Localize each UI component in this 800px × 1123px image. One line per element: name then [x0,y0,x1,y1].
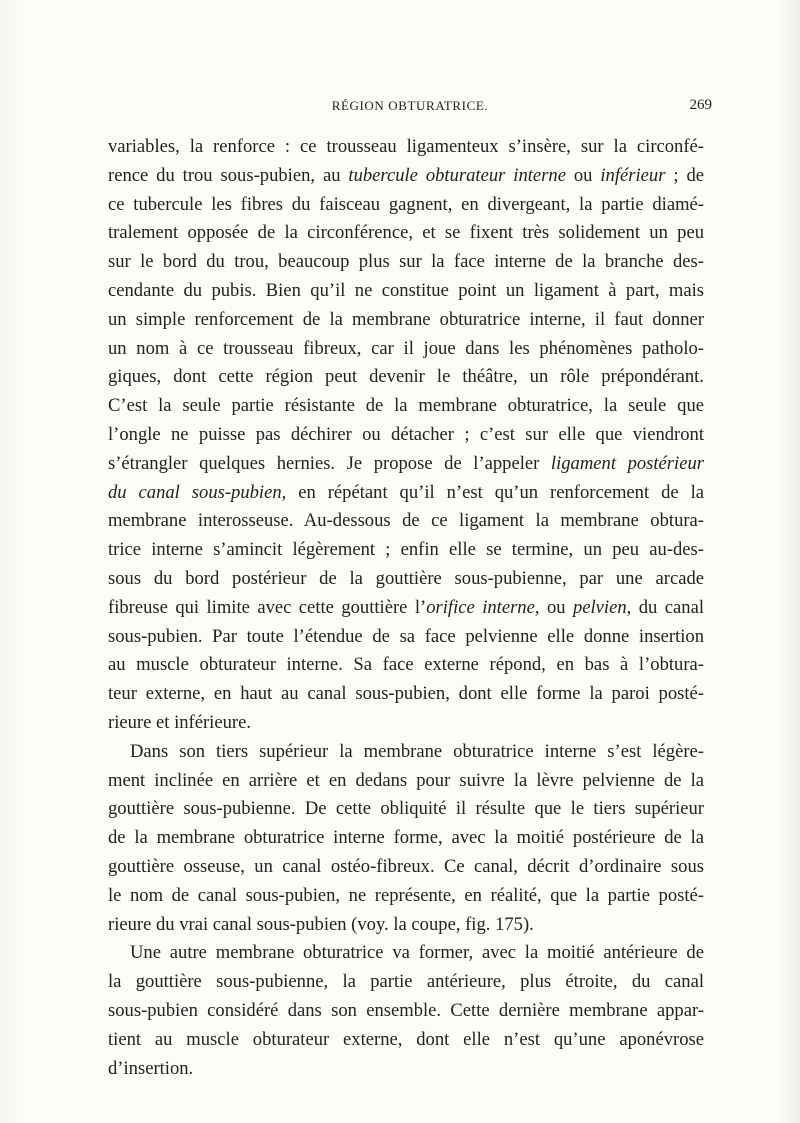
text-line [108,363,704,392]
text-line [108,565,704,594]
text-segment: l’ongle ne puisse pas déchirer ou détacher ; c’est sur elle que viendront [108,423,704,445]
italic-term: ligament postérieur [550,452,704,474]
text-line [108,306,704,335]
text-line [108,767,704,796]
text-line [108,536,704,565]
body-text [108,133,704,1083]
text-line [108,795,704,824]
text-segment: tralement opposée de la circonférence, et se fixent très solidement un peu [108,222,704,244]
text-segment: ment inclinée en arrière et en dedans pour suivre la lèvre pelvienne de la [108,769,704,791]
text-line [108,133,704,162]
text-line [108,1055,704,1084]
text-segment: sur le bord du trou, beaucoup plus sur la face interne de la branche des- [108,251,704,273]
text-segment: , du canal [626,596,704,618]
text-segment: fibreuse qui limite avec cette gouttière l’ [108,596,427,618]
text-line [108,939,704,968]
text-line [108,421,704,450]
text-segment: trice interne s’amincit légèrement ; enfin elle se termine, un peu au-des- [108,539,704,561]
text-segment: Une autre membrane obturatrice va former, avec la moitié antérieure de [130,942,704,964]
text-line [108,219,704,248]
text-line [108,162,704,191]
text-segment: ou [565,164,601,186]
italic-term: orifice interne [426,596,535,618]
text-segment: tient au muscle obturateur externe, dont elle n’est qu’une aponévrose [108,1028,704,1050]
text-line [108,738,704,767]
text-segment: ce tubercule les fibres du faisceau gagnent, en divergeant, la partie diamé- [108,193,704,215]
text-segment: giques, dont cette région peut devenir le théâtre, un rôle prépondérant. [108,366,704,388]
text-line [108,911,704,940]
text-segment: sous-pubien. Par toute l’étendue de sa face pelvienne elle donne insertion [108,625,704,647]
italic-term: du canal sous-pubien [108,481,282,503]
text-segment: de la membrane obturatrice interne forme, avec la moitié postérieure de la [108,827,704,849]
text-line [108,392,704,421]
text-segment: gouttière osseuse, un canal ostéo-fibreux. Ce canal, décrit d’ordinaire sous [108,855,704,877]
text-line [108,248,704,277]
text-segment: teur externe, en haut au canal sous-pubien, dont elle forme la paroi posté- [108,683,704,705]
italic-term: inférieur [600,164,666,186]
text-segment: d’insertion. [108,1057,194,1079]
text-segment: sous du bord postérieur de la gouttière sous-pubienne, par une arcade [108,567,704,589]
text-line [108,479,704,508]
text-line [108,709,704,738]
text-segment: au muscle obturateur interne. Sa face externe répond, en bas à l’obtura- [108,654,704,676]
text-segment: rence du trou sous-pubien, au [108,164,349,186]
text-segment: sous-pubien considéré dans son ensemble. Cette dernière membrane appar- [108,999,704,1021]
text-line [108,882,704,911]
italic-term: pelvien [572,596,627,618]
text-segment: gouttière sous-pubienne. De cette obliquité il résulte que le tiers supérieur [108,798,704,820]
text-segment: un nom à ce trousseau fibreux, car il joue dans les phénomènes patholo- [108,337,704,359]
text-line [108,1026,704,1055]
text-segment: cendante du pubis. Bien qu’il ne constitue point un ligament à part, mais [108,279,704,301]
text-segment: , en répétant qu’il n’est qu’un renforcement de la [281,481,704,503]
text-line [108,277,704,306]
text-line [108,335,704,364]
text-segment: , ou [534,596,573,618]
running-head: RÉGION OBTURATRICE. [331,98,489,113]
text-segment: variables, la renforce : ce trousseau ligamenteux s’insère, sur la circonfé- [108,136,704,157]
text-line [108,623,704,652]
text-segment: rieure du vrai canal sous-pubien (voy. la coupe, fig. 175). [108,913,534,935]
text-segment: Dans son tiers supérieur la membrane obturatrice interne s’est légère- [130,740,704,762]
text-line [108,824,704,853]
text-line [108,997,704,1026]
text-line [108,191,704,220]
text-segment: membrane interosseuse. Au-dessous de ce ligament la membrane obtura- [108,510,704,532]
italic-term: tubercule obturateur interne [348,164,566,186]
text-segment: le nom de canal sous-pubien, ne représente, en réalité, que la partie posté- [108,884,704,906]
text-segment: rieure et inférieure. [108,711,251,733]
text-segment: ; de [665,164,704,186]
page-number: 269 [689,97,712,113]
text-line [108,450,704,479]
text-segment: s’étrangler quelques hernies. Je propose de l’appeler [108,452,551,474]
text-line [108,507,704,536]
text-segment: la gouttière sous-pubienne, la partie antérieure, plus étroite, du canal [108,971,704,993]
text-line [108,853,704,882]
text-line [108,968,704,997]
text-segment: un simple renforcement de la membrane obturatrice interne, il faut donner [108,308,704,330]
text-line [108,651,704,680]
page-header [108,96,712,118]
text-segment: C’est la seule partie résistante de la membrane obturatrice, la seule que [108,395,704,417]
text-line [108,680,704,709]
text-line [108,594,704,623]
